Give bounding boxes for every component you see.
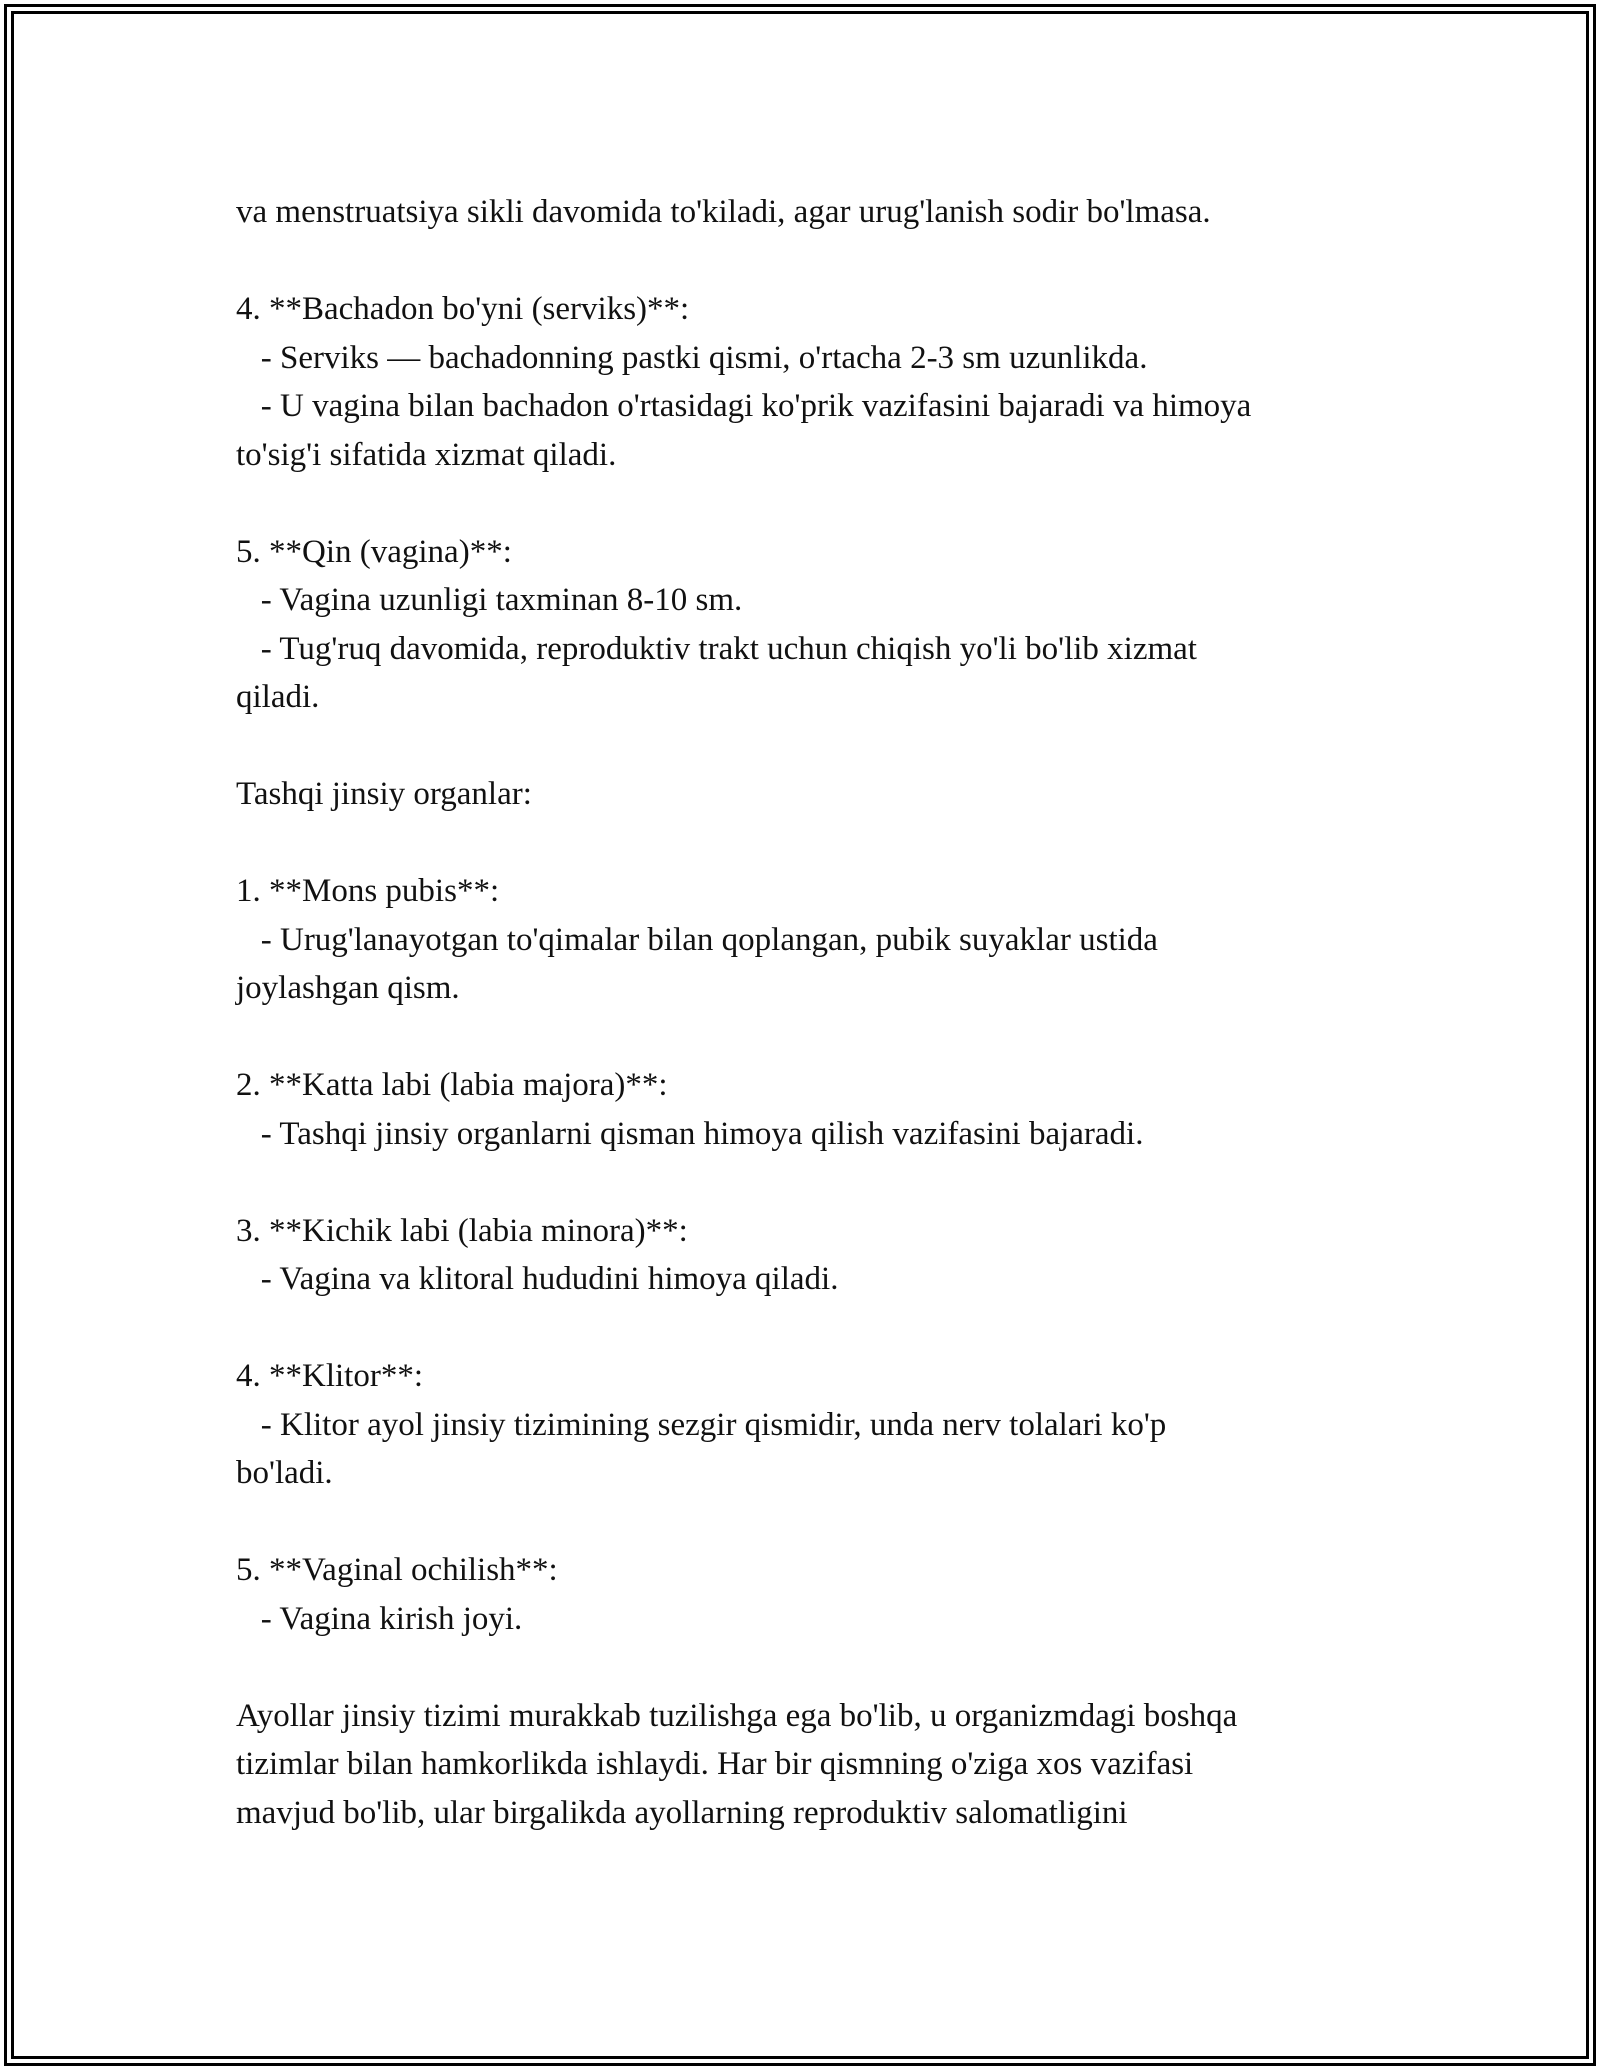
paragraph-line: mavjud bo'lib, ular birgalikda ayollarning reproduktiv salomatligini — [236, 1794, 1128, 1831]
blank-line — [236, 1498, 1386, 1547]
text-line: qiladi. — [236, 679, 320, 715]
list-item: - Vagina uzunligi taxminan 8-10 sm. — [236, 582, 743, 618]
blank-line — [236, 722, 1386, 771]
list-heading: 4. **Bachadon bo'yni (serviks)**: — [236, 291, 690, 327]
blank-line — [236, 1304, 1386, 1353]
paragraph-line: tizimlar bilan hamkorlikda ishlaydi. Har bir qismning o'ziga xos vazifasi — [236, 1746, 1194, 1782]
document-body — [236, 188, 1386, 1837]
blank-line — [236, 1158, 1386, 1207]
list-heading: 2. **Katta labi (labia majora)**: — [236, 1067, 668, 1103]
list-item: - Tashqi jinsiy organlarni qisman himoya qilish vazifasini bajaradi. — [236, 1115, 1144, 1152]
list-item: - U vagina bilan bachadon o'rtasidagi ko'prik vazifasini bajaradi va himoya — [236, 388, 1252, 424]
list-heading: 5. **Vaginal ochilish**: — [236, 1552, 558, 1588]
list-item: - Serviks — bachadonning pastki qismi, o'rtacha 2-3 sm uzunlikda. — [236, 339, 1148, 376]
list-item: - Tug'ruq davomida, reproduktiv trakt uchun chiqish yo'li bo'lib xizmat — [236, 630, 1197, 667]
list-item: - Vagina va klitoral hududini himoya qiladi. — [236, 1261, 839, 1297]
list-item: - Vagina kirish joyi. — [236, 1600, 523, 1637]
paragraph-line: Ayollar jinsiy tizimi murakkab tuzilishga ega bo'lib, u organizmdagi boshqa — [236, 1697, 1238, 1734]
list-item: - Klitor ayol jinsiy tizimining sezgir qismidir, unda nerv tolalari ko'p — [236, 1406, 1167, 1443]
list-heading: 3. **Kichik labi (labia minora)**: — [236, 1212, 688, 1249]
blank-line — [236, 819, 1386, 868]
section-heading: Tashqi jinsiy organlar: — [236, 776, 532, 812]
list-item: - Urug'lanayotgan to'qimalar bilan qoplangan, pubik suyaklar ustida — [236, 921, 1158, 958]
blank-line — [236, 479, 1386, 528]
list-heading: 5. **Qin (vagina)**: — [236, 533, 512, 570]
text-line: bo'ladi. — [236, 1455, 333, 1491]
blank-line — [236, 1013, 1386, 1062]
text-line: joylashgan qism. — [236, 970, 460, 1006]
text-line: va menstruatsiya sikli davomida to'kiladi, agar urug'lanish sodir bo'lmasa. — [236, 194, 1211, 230]
list-heading: 1. **Mons pubis**: — [236, 873, 500, 909]
list-heading: 4. **Klitor**: — [236, 1358, 423, 1394]
blank-line — [236, 1643, 1386, 1692]
text-line: to'sig'i sifatida xizmat qiladi. — [236, 436, 617, 473]
blank-line — [236, 237, 1386, 286]
